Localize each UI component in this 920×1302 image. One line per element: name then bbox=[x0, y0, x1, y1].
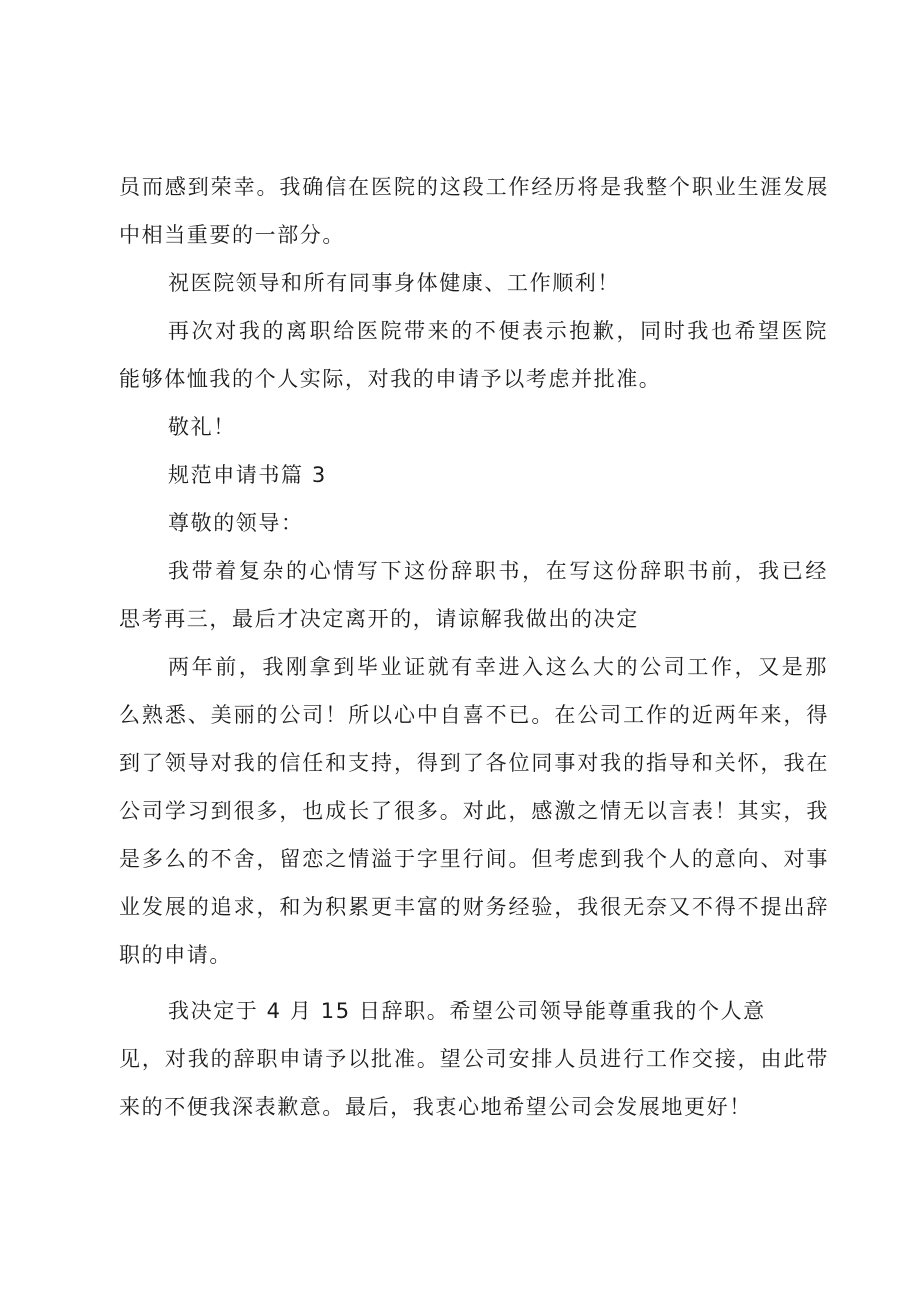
text-line: 职的申请。 bbox=[119, 943, 232, 967]
text-line: 祝医院领导和所有同事身体健康、工作顺利！ bbox=[168, 271, 620, 295]
text-line: 能够体恤我的个人实际，对我的申请予以考虑并批准。 bbox=[119, 367, 662, 391]
salutation: 尊敬的领导： bbox=[168, 511, 304, 535]
text-line: 两年前，我刚拿到毕业证就有幸进入这么大的公司工作，又是那 bbox=[168, 655, 828, 679]
text-line: 再次对我的离职给医院带来的不便表示抱歉，同时我也希望医院 bbox=[168, 319, 828, 343]
text-line: 到了领导对我的信任和支持，得到了各位同事对我的指导和关怀，我在 bbox=[119, 751, 829, 775]
text-line: 业发展的追求，和为积累更丰富的财务经验，我很无奈又不得不提出辞 bbox=[119, 895, 829, 919]
text-line: 么熟悉、美丽的公司！所以心中自喜不已。在公司工作的近两年来，得 bbox=[119, 703, 829, 727]
text-line: 中相当重要的一部分。 bbox=[119, 223, 345, 247]
text-line: 敬礼！ bbox=[168, 415, 236, 439]
text-line: 是多么的不舍，留恋之情溢于字里行间。但考虑到我个人的意向、对事 bbox=[119, 847, 829, 871]
text-line: 思考再三，最后才决定离开的，请谅解我做出的决定 bbox=[119, 607, 639, 631]
text-line: 来的不便我深表歉意。最后，我衷心地希望公司会发展地更好！ bbox=[119, 1095, 752, 1119]
text-line: 我决定于 4 月 15 日辞职。希望公司领导能尊重我的个人意 bbox=[168, 999, 766, 1023]
text-line: 见，对我的辞职申请予以批准。望公司安排人员进行工作交接，由此带 bbox=[119, 1047, 829, 1071]
text-line: 公司学习到很多，也成长了很多。对此，感激之情无以言表！其实，我 bbox=[119, 799, 829, 823]
text-line: 员而感到荣幸。我确信在医院的这段工作经历将是我整个职业生涯发展 bbox=[119, 175, 829, 199]
section-heading: 规范申请书篇 3 bbox=[168, 463, 327, 487]
text-line: 我带着复杂的心情写下这份辞职书，在写这份辞职书前，我已经 bbox=[168, 559, 828, 583]
